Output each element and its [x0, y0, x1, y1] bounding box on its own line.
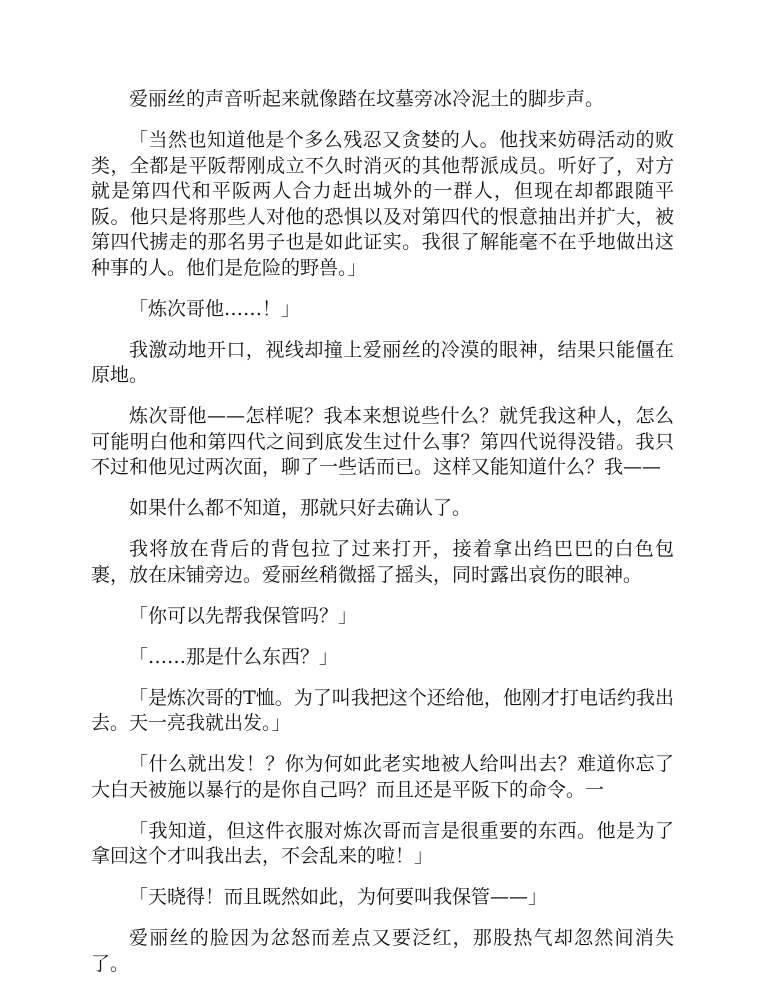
- body-text: [91, 87, 674, 993]
- paragraph: 爱丽丝的声音听起来就像踏在坟墓旁冰冷泥土的脚步声。: [129, 88, 605, 110]
- paragraph: 「什么就出发！？你为何如此老实地被人给叫出去？难道你忘了大白天被施以暴行的是你自己吗？而且还是平阪下的命令。一: [91, 753, 674, 801]
- paragraph: 炼次哥他——怎样呢？我本来想说些什么？就凭我这种人，怎么可能明白他和第四代之间到底发生过什么事？第四代说得没错。我只不过和他见过两次面，聊了一些话而已。这样又能知道什么？我——: [91, 405, 674, 478]
- paragraph: 「……那是什么东西？」: [129, 645, 339, 668]
- paragraph: 「我知道，但这件衣服对炼次哥而言是很重要的东西。他是为了拿回这个才叫我出去，不会乱来的啦！」: [91, 819, 674, 867]
- paragraph: 「炼次哥他……！」: [129, 297, 301, 320]
- paragraph: 我将放在背后的背包拉了过来打开，接着拿出绉巴巴的白色包裹，放在床铺旁边。爱丽丝稍微摇了摇头，同时露出哀伤的眼神。: [91, 538, 674, 586]
- paragraph: 「你可以先帮我保管吗？」: [129, 604, 358, 627]
- paragraph: 如果什么都不知道，那就只好去确认了。: [129, 497, 472, 519]
- paragraph: 「当然也知道他是个多么残忍又贪婪的人。他找来妨碍活动的败类，全都是平阪帮刚成立不久时消灭的其他帮派成员。听好了，对方就是第四代和平阪两人合力赶出城外的一群人，但现在却都跟随平阪。他只是将那些人对他的恐惧以及对第四代的恨意抽出并扩大，被第四代掳走的那名男子也是如此证实。我很了解能毫不在乎地做出这种事的人。他们是危险的野兽。」: [91, 129, 674, 279]
- paragraph: 「天晓得！而且既然如此，为何要叫我保管——」: [129, 886, 548, 908]
- paragraph: 爱丽丝的脸因为忿怒而差点又要泛红，那股热气却忽然间消失了。: [91, 927, 674, 975]
- paragraph: 「是炼次哥的T恤。为了叫我把这个还给他，他刚才打电话约我出去。天一亮我就出发。」: [91, 686, 674, 734]
- paragraph: 我激动地开口，视线却撞上爱丽丝的冷漠的眼神，结果只能僵在原地。: [91, 338, 674, 386]
